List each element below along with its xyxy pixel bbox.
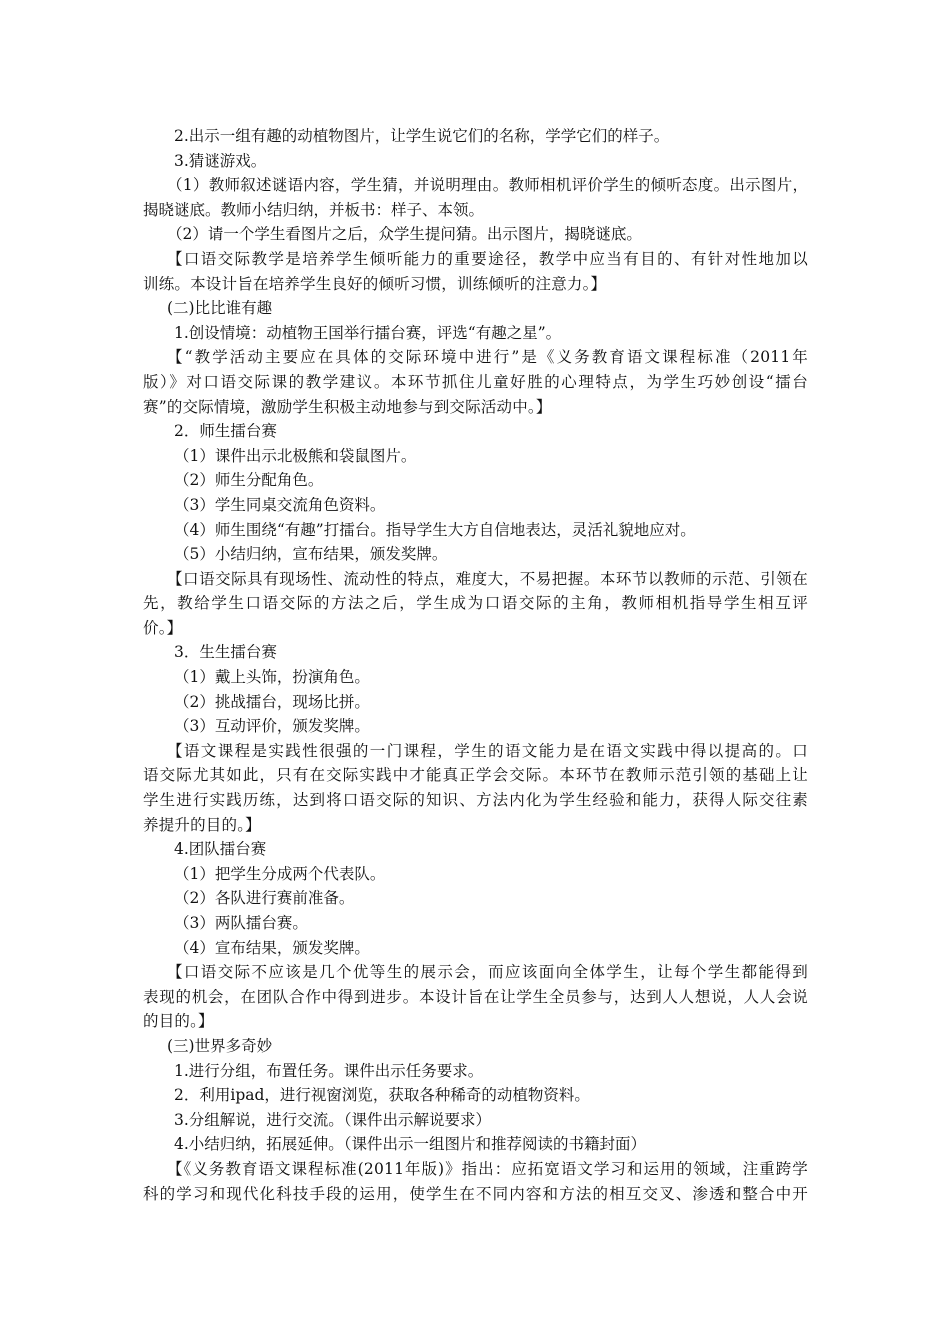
design-note: 表现的机会，在团队合作中得到进步。本设计旨在让学生全员参与，达到人人想说，人人会说: [143, 987, 808, 1006]
design-note: 版）》对口语交际课的教学建议。本环节抓住儿童好胜的心理特点，为学生巧妙创设“擂台: [143, 372, 808, 391]
list-item: （1）把学生分成两个代表队。: [174, 864, 386, 883]
list-item: （1）戴上头饰，扮演角色。: [174, 668, 370, 687]
paragraph-line: （1）教师叙述谜语内容，学生猜，并说明理由。教师相机评价学生的倾听态度。出示图片，: [167, 176, 808, 195]
section-heading: (三)世界多奇妙: [167, 1036, 273, 1055]
list-item: （4）师生围绕“有趣”打擂台。指导学生大方自信地表达，灵活礼貌地应对。: [174, 520, 696, 539]
design-note: 先，教给学生口语交际的方法之后，学生成为口语交际的主角，教师相机指导学生相互评: [143, 594, 808, 613]
design-note: 语交际尤其如此，只有在交际实践中才能真正学会交际。本环节在教师示范引领的基础上让: [143, 766, 808, 785]
list-item: 2.出示一组有趣的动植物图片，让学生说它们的名称，学学它们的样子。: [174, 127, 670, 145]
design-note: 【“教学活动主要应在具体的交际环境中进行”是《义务教育语文课程标准（2011年: [167, 348, 808, 367]
design-note: 【口语交际具有现场性、流动性的特点，难度大，不易把握。本环节以教师的示范、引领在: [167, 569, 808, 588]
list-item: （3）学生同桌交流角色资料。: [174, 495, 386, 514]
design-note: 【口语交际教学是培养学生倾听能力的重要途径，教学中应当有目的、有针对性地加以: [167, 249, 808, 268]
section-heading: (二)比比谁有趣: [167, 299, 273, 318]
design-note: 科的学习和现代化科技手段的运用，使学生在不同内容和方法的相互交叉、渗透和整合中开: [143, 1184, 808, 1203]
list-item: 1.进行分组，布置任务。课件出示任务要求。: [174, 1061, 484, 1080]
list-item: （3）互动评价，颁发奖牌。: [174, 717, 370, 736]
design-note: 【口语交际不应该是几个优等生的展示会，而应该面向全体学生，让每个学生都能得到: [167, 963, 808, 982]
design-note: 【语文课程是实践性很强的一门课程，学生的语文能力是在语文实践中得以提高的。口: [167, 741, 808, 760]
list-item: （2）挑战擂台，现场比拼。: [174, 692, 370, 711]
list-item: （2）各队进行赛前准备。: [174, 889, 355, 908]
list-item: （4）宣布结果，颁发奖牌。: [174, 938, 370, 957]
subsection-heading: 4.团队擂台赛: [174, 840, 267, 859]
document-body: [143, 124, 808, 1206]
list-item: （2）请一个学生看图片之后，众学生提问猜。出示图片，揭晓谜底。: [167, 225, 642, 244]
list-item: 2．利用ipad，进行视窗浏览，获取各种稀奇的动植物资料。: [174, 1086, 590, 1105]
list-item: 4.小结归纳，拓展延伸。（课件出示一组图片和推荐阅读的书籍封面）: [174, 1135, 647, 1154]
subsection-heading: 3．生生擂台赛: [174, 643, 277, 662]
paragraph-line: 揭晓谜底。教师小结归纳，并板书：样子、本领。: [143, 200, 485, 219]
design-note: 【《义务教育语文课程标准(2011年版)》指出：应拓宽语文学习和运用的领域，注重跨学: [167, 1159, 808, 1178]
design-note: 赛”的交际情境，激励学生积极主动地参与到交际活动中。】: [143, 397, 552, 416]
design-note: 学生进行实践历练，达到将口语交际的知识、方法内化为学生经验和能力，获得人际交往素: [143, 791, 808, 810]
list-item: 3.猜谜游戏。: [174, 151, 267, 170]
list-item: （1）课件出示北极熊和袋鼠图片。: [174, 446, 417, 465]
design-note: 价。】: [143, 618, 183, 637]
list-item: （5）小结归纳，宣布结果，颁发奖牌。: [174, 545, 448, 564]
design-note: 训练。本设计旨在培养学生良好的倾听习惯，训练倾听的注意力。】: [143, 274, 607, 293]
list-item: （2）师生分配角色。: [174, 471, 324, 490]
subsection-heading: 2．师生擂台赛: [174, 422, 277, 441]
list-item: （3）两队擂台赛。: [174, 914, 308, 932]
list-item: 3.分组解说，进行交流。（课件出示解说要求）: [174, 1110, 492, 1129]
design-note: 养提升的目的。】: [143, 815, 261, 834]
list-item: 1.创设情境：动植物王国举行擂台赛，评选“有趣之星”。: [174, 323, 562, 342]
design-note: 的目的。】: [143, 1012, 214, 1031]
